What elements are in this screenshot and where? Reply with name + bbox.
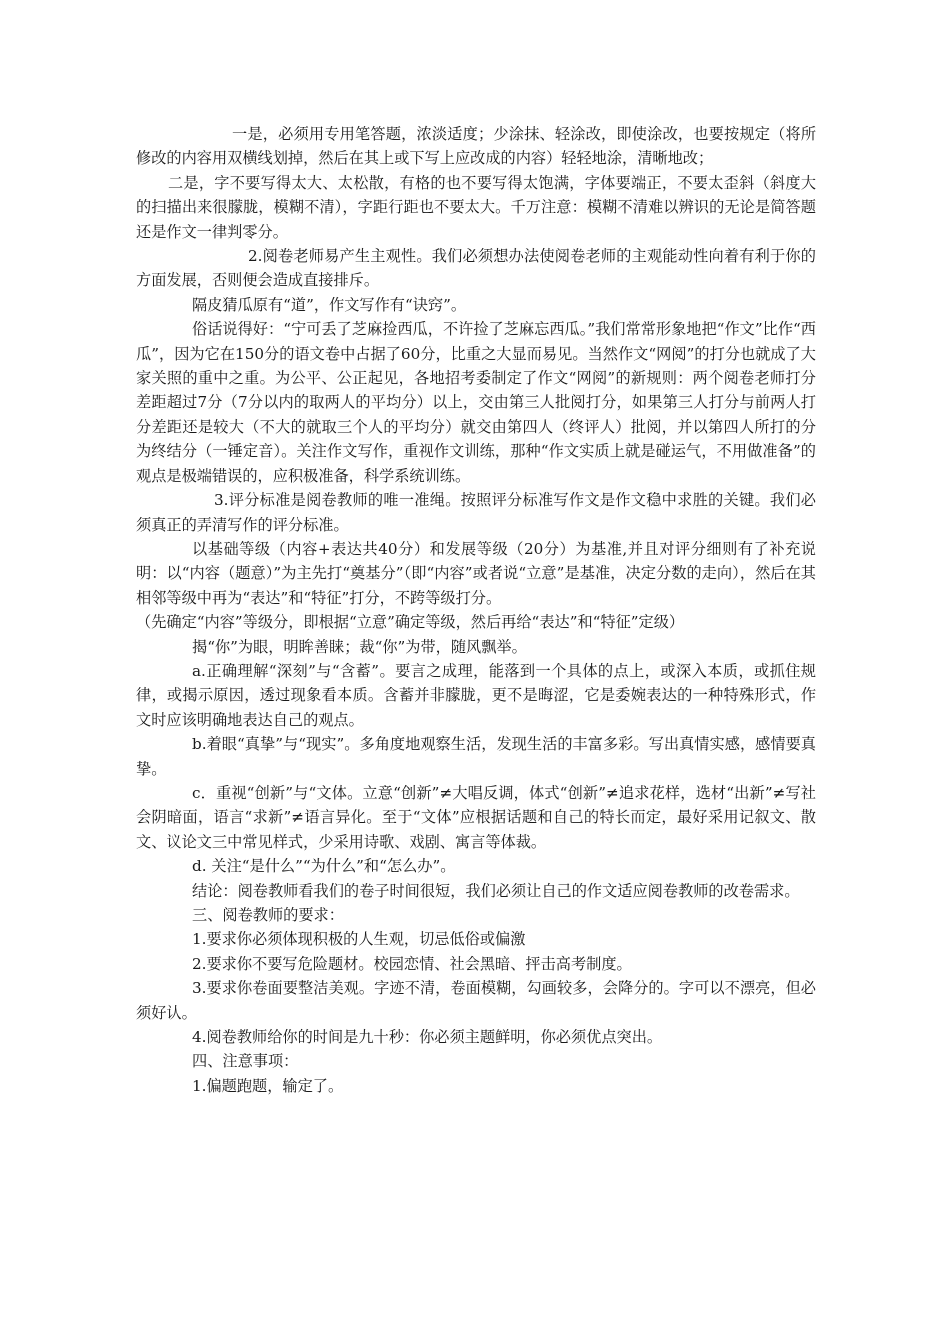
paragraph: c．重视“创新”与“文体。立意“创新”≠大唱反调，体式“创新”≠追求花样，选材“出新”≠写社会阴暗面，语言“求新”≠语言异化。至于“文体”应根据话题和自己的特长而定，最好采用记叙文、散文、议论文三中常见样式，少采用诗歌、戏剧、寓言等体裁。	[136, 783, 816, 851]
list-item: 2.要求你不要写危险题材。校园恋情、社会黑暗、抨击高考制度。	[192, 954, 632, 973]
paragraph: 二是，字不要写得太大、太松散，有格的也不要写得太饱满，字体要端正，不要太歪斜（斜度大的扫描出来很朦胧，模糊不清），字距行距也不要太大。千万注意：模糊不清难以辨识的无论是简答题还是作文一律判零分。	[136, 173, 816, 241]
paragraph: 隔皮猜瓜原有“道”，作文写作有“诀窍”。	[192, 295, 467, 314]
section-heading: 三、阅卷教师的要求：	[192, 906, 344, 924]
list-item: 3.要求你卷面要整洁美观。字迹不清，卷面模糊，勾画较多，会降分的。字可以不漂亮，但必须好认。	[136, 979, 816, 1022]
section-heading: 四、注意事项：	[192, 1052, 299, 1071]
paragraph: 2.阅卷老师易产生主观性。我们必须想办法使阅卷老师的主观能动性向着有利于你的方面发展，否则便会造成直接排斥。	[136, 247, 816, 290]
list-item: 1.要求你必须体现积极的人生观，切忌低俗或偏激	[192, 930, 526, 949]
paragraph: 以基础等级（内容+表达共40分）和发展等级（20分）为基准,并且对评分细则有了补充说明：以“内容（题意）”为主先打“奠基分”（即“内容”或者说“立意”是基准，决定分数的走向），然后在其相邻等级中再为“表达”和“特征”打分，不跨等级打分。	[136, 539, 816, 607]
paragraph: 一是，必须用专用笔答题，浓淡适度；少涂抹、轻涂改，即使涂改，也要按规定（将所修改的内容用双横线划掉，然后在其上或下写上应改成的内容）轻轻地涂，清晰地改；	[136, 125, 816, 168]
document-body	[136, 122, 816, 1098]
paragraph: 3.评分标准是阅卷教师的唯一准绳。按照评分标准写作文是作文稳中求胜的关键。我们必须真正的弄清写作的评分标准。	[136, 491, 816, 534]
paragraph: 结论：阅卷教师看我们的卷子时间很短，我们必须让自己的作文适应阅卷教师的改卷需求。	[192, 881, 800, 900]
paragraph: d. 关注“是什么”“为什么”和“怎么办”。	[192, 857, 456, 876]
paragraph: （先确定“内容”等级分，即根据“立意”确定等级，然后再给“表达”和“特征”定级）	[136, 613, 685, 632]
paragraph: a.正确理解“深刻”与“含蓄”。要言之成理，能落到一个具体的点上，或深入本质，或抓住规律，或揭示原因，透过现象看本质。含蓄并非朦胧，更不是晦涩，它是委婉表达的一种特殊形式，作文时应该明确地表达自己的观点。	[136, 661, 816, 729]
list-item: 1.偏题跑题，输定了。	[192, 1076, 344, 1095]
paragraph: 揭“你”为眼，明眸善睐；裁“你”为带，随风飘举。	[192, 637, 527, 656]
list-item: 4.阅卷教师给你的时间是九十秒：你必须主题鲜明，你必须优点突出。	[192, 1028, 663, 1047]
paragraph: 俗话说得好：“宁可丢了芝麻捡西瓜，不许捡了芝麻忘西瓜。”我们常常形象地把“作文”比作“西瓜”，因为它在150分的语文卷中占据了60分，比重之大显而易见。当然作文“网阅”的打分也就成了大家关照的重中之重。为公平、公正起见，各地招考委制定了作文“网阅”的新规则：两个阅卷老师打分差距超过7分（7分以内的取两人的平均分）以上，交由第三人批阅打分，如果第三人打分与前两人打分差距还是较大（不大的就取三个人的平均分）就交由第四人（终评人）批阅，并以第四人所打的分为终结分（一锤定音）。关注作文写作，重视作文训练，那种“作文实质上就是碰运气，不用做准备”的观点是极端错误的，应积极准备，科学系统训练。	[136, 320, 816, 485]
paragraph: b.着眼“真挚”与“现实”。多角度地观察生活，发现生活的丰富多彩。写出真情实感，感情要真挚。	[136, 735, 816, 778]
